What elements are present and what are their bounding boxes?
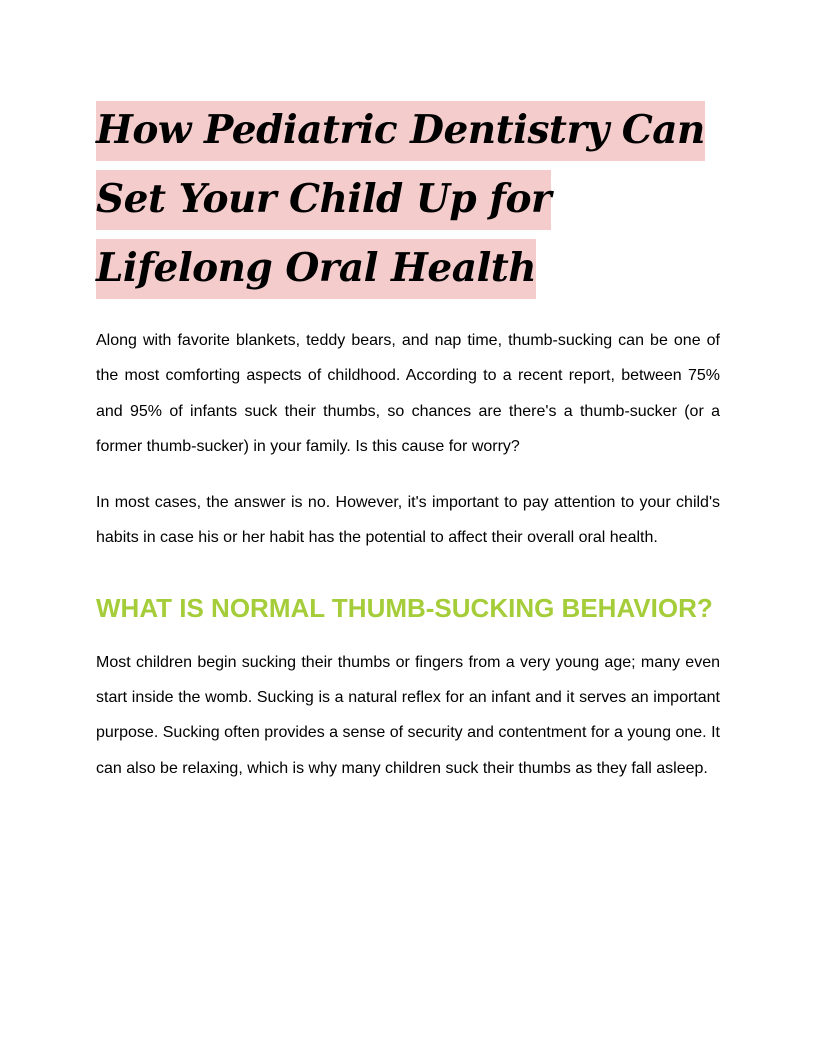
document-page [96, 96, 720, 786]
followup-paragraph: In most cases, the answer is no. However, it's important to pay attention to your child's habits in case his or her habit has the potential to affect their overall oral health. [96, 494, 720, 547]
article-title [96, 96, 720, 303]
section-paragraph: Most children begin sucking their thumbs or fingers from a very young age; many even start inside the womb. Sucking is a natural reflex for an infant and it serves an important purpose. Sucking often provides a sense of security and contentment for a young one. It can also be relaxing, which is why many children suck their thumbs as they fall asleep. [96, 653, 720, 777]
section-heading: WHAT IS NORMAL THUMB-SUCKING BEHAVIOR? [96, 592, 713, 623]
intro-paragraph: Along with favorite blankets, teddy bears, and nap time, thumb-sucking can be one of the most comforting aspects of childhood. According to a recent report, between 75% and 95% of infants suck their thumbs, so chances are there's a thumb-sucker (or a former thumb-sucker) in your family. Is this cause for worry? [96, 332, 720, 455]
title-highlight: How Pediatric Dentistry Can Set Your Child Up for Lifelong Oral Health [96, 101, 705, 299]
